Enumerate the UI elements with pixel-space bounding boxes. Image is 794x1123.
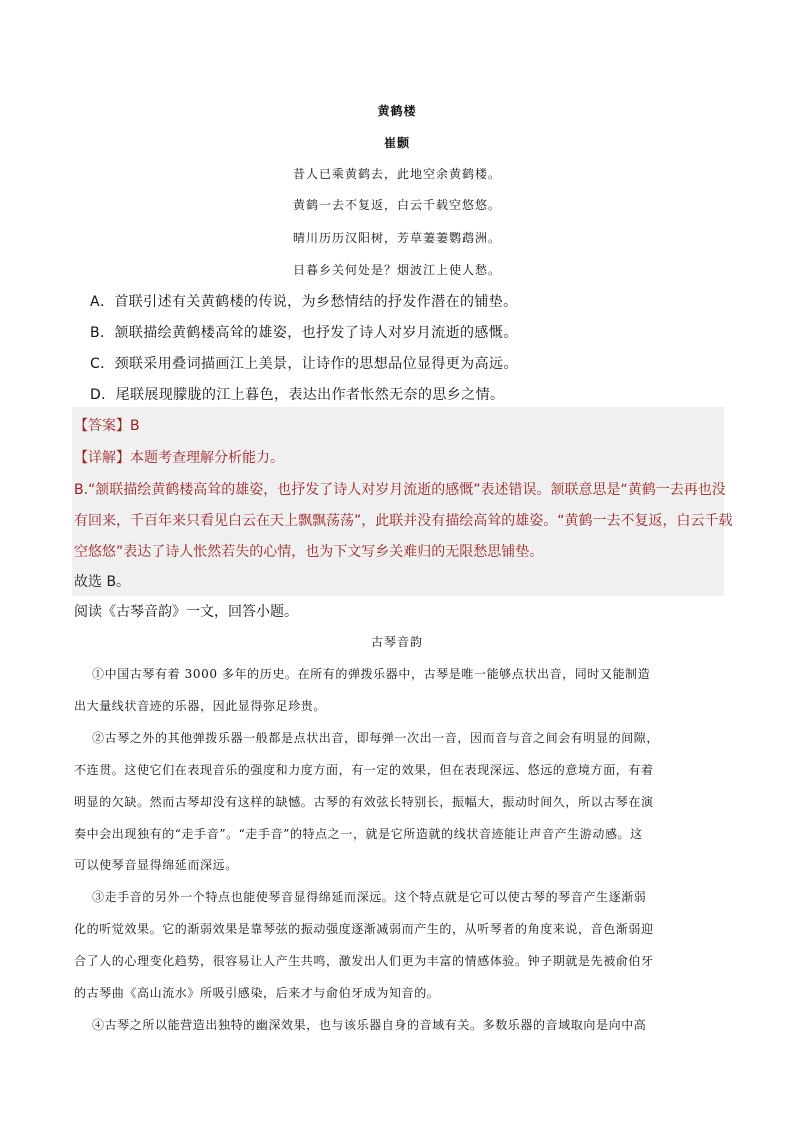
conclusion-line: 故选 B。 xyxy=(74,574,131,590)
explanation-line: 空悠悠”表达了诗人怅然若失的心情，也为下文写乡关难归的无限愁思铺垫。 xyxy=(74,544,544,560)
poem-line: 晴川历历汉阳树，芳草萋萋鹦鹉洲。 xyxy=(292,231,501,245)
article-line: ④古琴之所以能营造出独特的幽深效果，也与该乐器自身的音域有关。多数乐器的音域取向是向中高 xyxy=(92,1018,647,1032)
answer-line: 【答案】B xyxy=(74,418,140,434)
article-line: 出大量线状音迹的乐器，因此显得弥足珍贵。 xyxy=(74,699,327,713)
article-line: 奏中会出现独有的“走手音”。“走手音”的特点之一，就是它所造就的线状音迹能让声音产生游动感。这 xyxy=(74,827,643,841)
poem-line: 黄鹤一去不复返，白云千载空悠悠。 xyxy=(292,198,501,212)
article-line: 化的听觉效果。它的渐弱效果是靠琴弦的振动强度逐渐减弱而产生的，从听琴者的角度来说，音色渐弱迎 xyxy=(74,922,654,936)
article-line: ①中国古琴有着 3000 多年的历史。在所有的弹拨乐器中，古琴是唯一能够点状出音，同时又能制造 xyxy=(92,667,651,681)
article-line: 可以使琴音显得绵延而深远。 xyxy=(74,858,238,872)
option-c: C．颈联采用叠词描画江上美景，让诗作的思想品位显得更为高远。 xyxy=(90,356,518,372)
explanation-line: B.“颔联描绘黄鹤楼高耸的雄姿，也抒发了诗人对岁月流逝的感慨”表述错误。颔联意思是“黄鹤一去再也没 xyxy=(74,482,726,498)
article-line: 合了人的心理变化趋势，很容易让人产生共鸣，激发出人们更为丰富的情感体验。钟子期就是先被俞伯牙 xyxy=(74,954,654,968)
poem-title: 黄鹤楼 xyxy=(377,104,417,118)
article-line: 明显的欠缺。然而古琴却没有这样的缺憾。古琴的有效弦长特别长，振幅大，振动时间久，所以古琴在演 xyxy=(74,795,654,809)
article-line: ②古琴之外的其他弹拨乐器一般都是点状出音，即每弹一次出一音，因而音与音之间会有明显的间隙， xyxy=(92,731,660,745)
poem-author: 崔颢 xyxy=(383,136,410,150)
poem-line: 日暮乡关何处是？烟波江上使人愁。 xyxy=(292,263,501,277)
option-b: B．颔联描绘黄鹤楼高耸的雄姿，也抒发了诗人对岁月流逝的感慨。 xyxy=(90,325,518,341)
answer-section xyxy=(72,407,733,596)
article-line: 不连贯。这使它们在表现音乐的强度和力度方面，有一定的效果，但在表现深远、悠远的意境方面，有着 xyxy=(74,763,654,777)
article-title: 古琴音韵 xyxy=(370,635,423,649)
option-d: D．尾联展现朦胧的江上暮色，表达出作者怅然无奈的思乡之情。 xyxy=(90,387,505,403)
reading-instruction: 阅读《古琴音韵》一文，回答小题。 xyxy=(74,604,298,620)
explanation-line: 有回来，千百年来只看见白云在天上飘飘荡荡”，此联并没有描绘高耸的雄姿。“黄鹤一去不复返，白云千载 xyxy=(74,513,733,529)
detail-line: 【详解】本题考查理解分析能力。 xyxy=(74,450,284,466)
option-a: A．首联引述有关黄鹤楼的传说，为乡愁情结的抒发作潜在的铺垫。 xyxy=(90,294,518,310)
article-line: ③走手音的另外一个特点也能使琴音显得绵延而深远。这个特点就是它可以使古琴的琴音产生逐渐弱 xyxy=(92,890,647,904)
article-line: 的古琴曲《高山流水》所吸引感染，后来才与俞伯牙成为知音的。 xyxy=(74,986,440,1000)
poem-line: 昔人已乘黄鹤去，此地空余黄鹤楼。 xyxy=(292,167,501,181)
